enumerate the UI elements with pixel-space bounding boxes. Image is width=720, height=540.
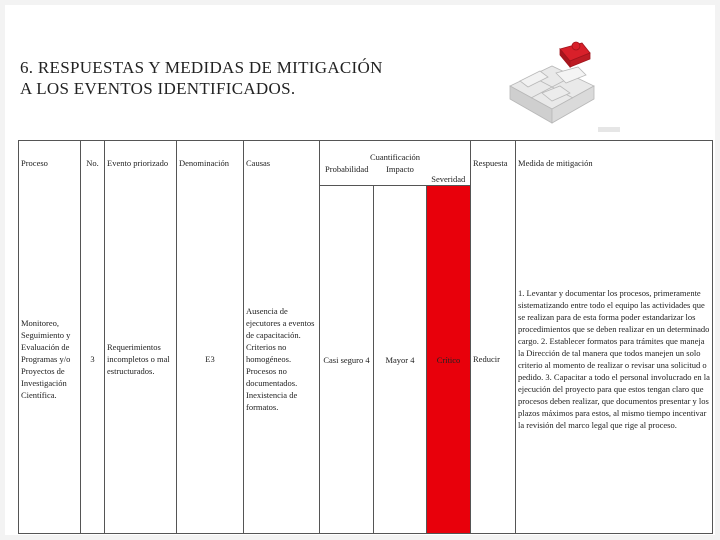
header-probabilidad: Probabilidad — [320, 163, 374, 186]
cell-causas: Ausencia de ejecutores a eventos de capacitación. Criterios no homogéneos. Procesos no documentados. Inexistencia de formatos. — [244, 186, 320, 534]
cell-no: 3 — [81, 186, 105, 534]
table-row — [19, 186, 713, 534]
header-medida-mitigacion: Medida de mitigación — [516, 141, 713, 186]
cell-proceso: Monitoreo, Seguimiento y Evaluación de Programas y/o Proyectos de Investigación Científica. — [19, 186, 81, 534]
cell-probabilidad: Casi seguro 4 — [320, 186, 374, 534]
header-impacto: Impacto — [374, 163, 427, 186]
header-proceso: Proceso — [19, 141, 81, 186]
slide-title-line-2: A LOS EVENTOS IDENTIFICADOS. — [20, 79, 296, 98]
cell-severidad: Crítico — [427, 186, 471, 534]
slide-title-line-1: 6. RESPUESTAS Y MEDIDAS DE MITIGACIÓN — [20, 58, 383, 77]
header-cuantificacion: Cuantificación — [369, 152, 421, 162]
cell-denominacion: E3 — [177, 186, 244, 534]
slide — [5, 5, 715, 535]
cell-medida-mitigacion: 1. Levantar y documentar los procesos, primeramente sistematizando entre todo el equipo las actividades que se realizan para de esta forma poder estandarizar los procedimientos que se deben realizar en un determinado cargo. 2. Establecer formatos para trámites que maneja la Dirección de tal manera que todos manejen un solo criterio al momento de realizar o revisar una solicitud o pedido. 3. Capacitar a todo el personal involucrado en la ejecución del proyecto para que estos tengan claro que procesos deben realizar, que documentos presentar y los plazos máximos para estos, al mismo tiempo incentivar la revisión del marco legal que rige al proceso. — [516, 186, 713, 534]
header-causas: Causas — [244, 141, 320, 186]
header-respuesta: Respuesta — [471, 141, 516, 186]
cell-impacto: Mayor 4 — [374, 186, 427, 534]
header-severidad: Severidad — [427, 163, 471, 186]
risk-mitigation-table — [18, 140, 713, 534]
header-no: No. — [81, 141, 105, 186]
header-denominacion: Denominación — [177, 141, 244, 186]
header-evento-priorizado: Evento priorizado — [105, 141, 177, 186]
cell-respuesta: Reducir — [471, 186, 516, 534]
cell-evento-priorizado: Requerimientos incompletos o mal estructurados. — [105, 186, 177, 534]
slide-title — [20, 57, 383, 99]
puzzle-image — [490, 31, 625, 137]
